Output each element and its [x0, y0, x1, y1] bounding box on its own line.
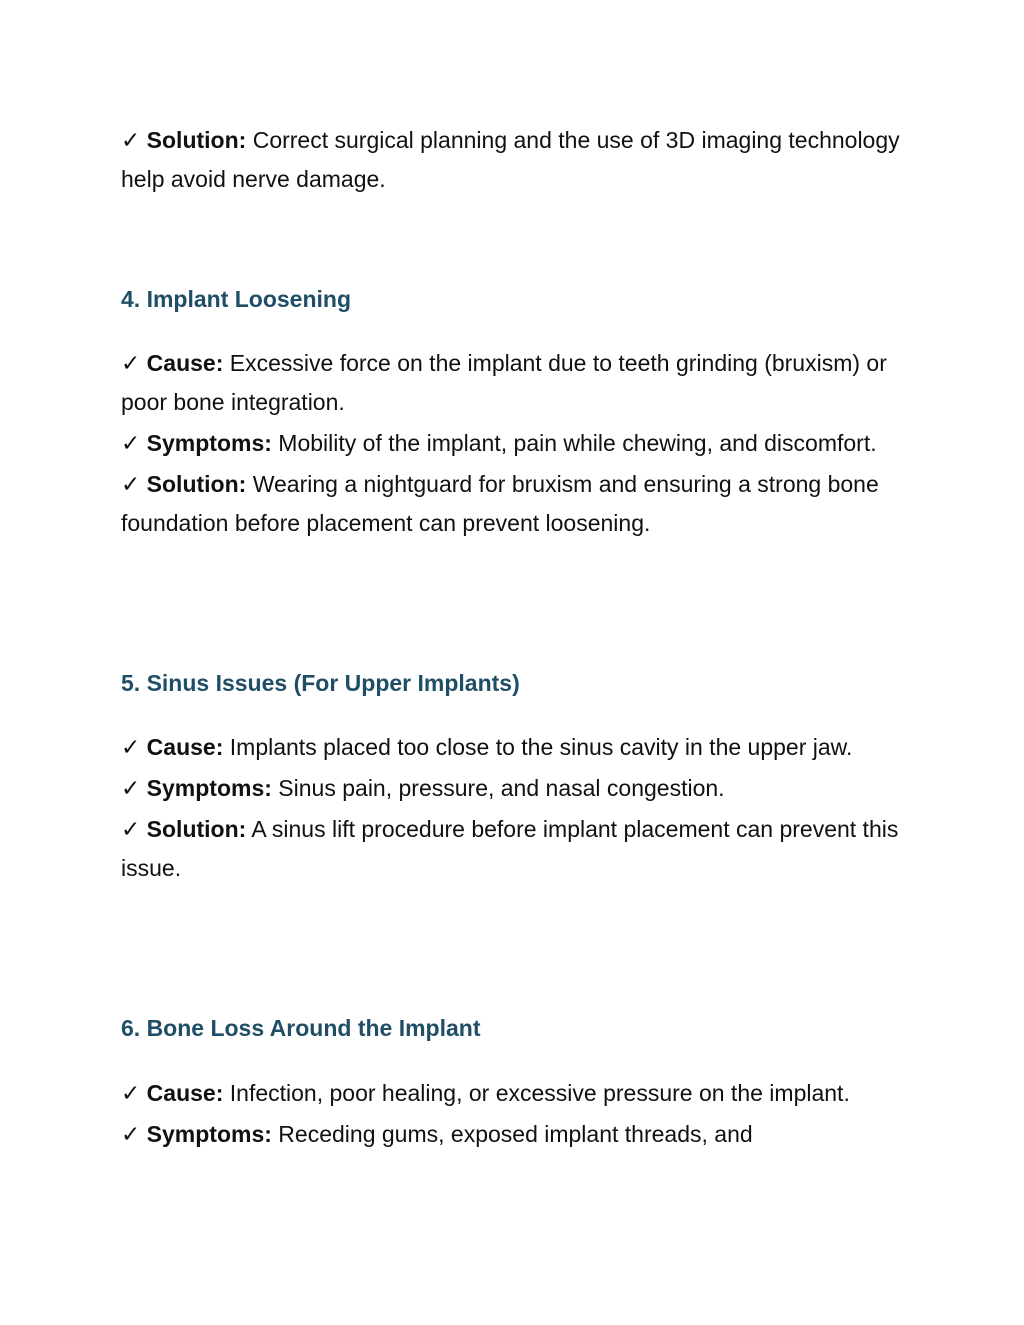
item-text: Receding gums, exposed implant threads, and	[271, 1121, 753, 1147]
item-label: Solution:	[146, 816, 247, 842]
item-text: Mobility of the implant, pain while chewing, and discomfort.	[271, 430, 877, 456]
item-label: Cause:	[146, 1080, 224, 1106]
item-text: Excessive force on the implant due to teeth grinding (bruxism) or poor bone integration.	[121, 350, 887, 415]
item-label: Symptoms:	[146, 775, 272, 801]
solution-item	[121, 810, 911, 888]
section-items	[121, 1074, 911, 1156]
check-icon: ✓	[121, 127, 141, 153]
solution-item	[121, 465, 911, 543]
cause-item	[121, 728, 911, 767]
item-text: Sinus pain, pressure, and nasal congestion.	[271, 775, 725, 801]
item-text: Wearing a nightguard for bruxism and ensuring a strong bone foundation before placement can prevent loosening.	[121, 471, 879, 536]
item-label: Cause:	[146, 350, 224, 376]
check-icon: ✓	[121, 816, 141, 842]
cause-item	[121, 344, 911, 422]
item-label: Solution:	[146, 471, 247, 497]
check-icon: ✓	[121, 734, 141, 760]
symptoms-item	[121, 769, 911, 808]
item-label: Solution:	[146, 127, 247, 153]
item-text: Infection, poor healing, or excessive pressure on the implant.	[223, 1080, 850, 1106]
intro-block	[121, 121, 911, 201]
item-text: Correct surgical planning and the use of 3D imaging technology help avoid nerve damage.	[121, 127, 900, 192]
section-heading: 6. Bone Loss Around the Implant	[121, 1015, 481, 1041]
check-icon: ✓	[121, 1121, 141, 1147]
item-text: Implants placed too close to the sinus cavity in the upper jaw.	[223, 734, 853, 760]
check-icon: ✓	[121, 1080, 141, 1106]
symptoms-item	[121, 424, 911, 463]
item-text: A sinus lift procedure before implant placement can prevent this issue.	[121, 816, 899, 881]
section-sinus-issues	[121, 667, 911, 699]
section-bone-loss	[121, 1012, 911, 1044]
symptoms-item	[121, 1115, 911, 1154]
section-heading: 4. Implant Loosening	[121, 286, 352, 312]
check-icon: ✓	[121, 775, 141, 801]
check-icon: ✓	[121, 430, 141, 456]
item-label: Cause:	[146, 734, 224, 760]
check-icon: ✓	[121, 350, 141, 376]
solution-item	[121, 121, 911, 199]
item-label: Symptoms:	[146, 1121, 272, 1147]
section-items	[121, 344, 911, 545]
item-label: Symptoms:	[146, 430, 272, 456]
cause-item	[121, 1074, 911, 1113]
check-icon: ✓	[121, 471, 141, 497]
section-implant-loosening	[121, 283, 911, 315]
section-heading: 5. Sinus Issues (For Upper Implants)	[121, 670, 520, 696]
section-items	[121, 728, 911, 890]
